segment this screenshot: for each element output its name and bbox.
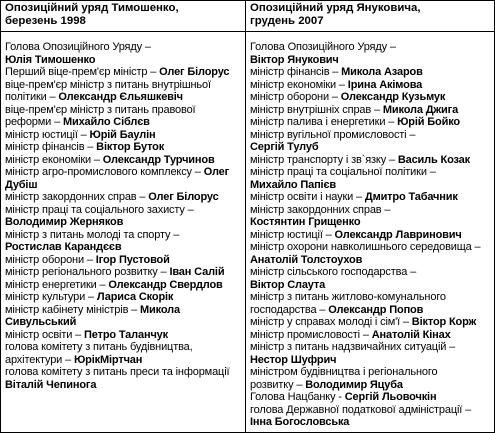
cabinet-line (250, 341, 494, 354)
post-title: міністр освіти – (5, 328, 85, 341)
cabinet-line (250, 391, 494, 404)
post-title: міністр агро-промислового комплексу – (5, 166, 204, 178)
minister-name: Ігор Пустовой (95, 253, 170, 266)
minister-name: Анатолій Кінах (371, 328, 451, 341)
post-title: міністр економіки – (250, 78, 348, 91)
post-title: міністр сільського господарства – (250, 266, 417, 278)
minister-name: Віктор Буток (96, 141, 165, 153)
minister-name: Віктор Янукович (250, 53, 339, 66)
cabinet-line (250, 241, 494, 254)
cabinet-line (250, 91, 494, 104)
tymoshenko-cabinet-cell (1, 32, 246, 432)
cabinet-line (5, 379, 245, 392)
cabinet-line (5, 154, 245, 167)
cabinet-line (5, 179, 245, 192)
cabinet-line (250, 116, 494, 129)
minister-name: Юрій Баулін (89, 128, 156, 141)
cabinet-line (250, 291, 494, 304)
post-title: міністр закордонних справ – (5, 191, 149, 203)
minister-name: Олег Білорус (148, 191, 219, 203)
cabinet-line (5, 66, 245, 79)
post-title: міністр регіонального розвитку – (5, 266, 170, 278)
minister-name: ЮрікМіртчан (73, 353, 143, 366)
post-title: міністр оборони – (250, 91, 341, 103)
minister-name: Олександр Кузьмук (340, 91, 446, 103)
minister-name: Володимир Яцуба (305, 378, 403, 391)
post-title: міністр з питань житлово-комунального (250, 291, 446, 303)
minister-name: Володимир Жерняков (5, 216, 124, 228)
cabinet-line (250, 366, 494, 379)
minister-name: Анатолій Толстоухов (250, 253, 363, 266)
post-title: міністр промисловості – (250, 328, 372, 341)
post-title: міністр юстиції – (250, 228, 335, 241)
post-title: міністр внутрішніх справ – (250, 103, 383, 116)
table-body-row (1, 32, 494, 432)
minister-name: Олег Білорус (159, 66, 230, 78)
tymoshenko-cabinet-list (5, 32, 245, 391)
minister-name: Дубіш (5, 178, 38, 191)
post-title: Голова Опозиційного Уряду – (5, 41, 151, 53)
post-title: міністр культури – (5, 291, 97, 303)
post-title: міністр вугільної промисловості – (250, 128, 416, 141)
cabinet-line (250, 379, 494, 392)
post-title: міністр праці та соціального захисту – (5, 203, 194, 216)
cabinet-line (250, 191, 494, 204)
post-title: віце-прем'єр міністр з питань внутрішньої (5, 78, 211, 91)
minister-name: Петро Таланчук (84, 328, 168, 341)
post-title: міністр у справах молоді і сім'ї – (250, 316, 412, 328)
cabinet-line (5, 129, 245, 142)
cabinet-line (250, 54, 494, 67)
yanukovych-cabinet-cell (246, 32, 494, 432)
header-tymoshenko: Опозиційний уряд Тимошенко, березень 1998 (1, 1, 246, 31)
table-header-row (1, 1, 494, 32)
post-title: міністр транспорту і зв`язку – (250, 153, 398, 166)
cabinet-line (5, 366, 245, 379)
cabinet-line (250, 266, 494, 279)
cabinet-line (5, 116, 245, 129)
yanukovych-cabinet-list (250, 32, 494, 429)
cabinet-line (5, 304, 245, 317)
cabinet-line (5, 316, 245, 329)
minister-name: Костянтин Грищенко (250, 216, 361, 228)
minister-name: Нестор Шуфрич (250, 353, 337, 366)
post-title: віце-прем'єр міністр з питань правової (5, 103, 196, 116)
cabinet-line (5, 241, 245, 254)
post-title: міністр праці та соціальної політики – (250, 166, 436, 178)
post-title: міністром будівництва і регіонального (250, 366, 438, 378)
cabinet-line (5, 166, 245, 179)
post-title: політики – (5, 91, 59, 103)
post-title: архітектури – (5, 353, 74, 366)
cabinet-line (5, 329, 245, 342)
cabinet-line (5, 91, 245, 104)
minister-name: Микола Азаров (341, 66, 423, 78)
cabinet-line (5, 279, 245, 292)
minister-name: Олександр Єльяшкевіч (58, 91, 183, 103)
post-title: міністр фінансів – (5, 141, 97, 153)
post-title: господарства – (250, 303, 329, 316)
minister-name: Сивульський (5, 316, 77, 328)
cabinet-line (5, 104, 245, 117)
cabinet-line (250, 66, 494, 79)
post-title: міністр освіти і науки – (250, 191, 365, 203)
cabinet-line (250, 41, 494, 54)
cabinet-line (250, 179, 494, 192)
cabinet-line (250, 129, 494, 142)
minister-name: Віктор Слаута (250, 278, 326, 291)
cabinet-line (250, 254, 494, 267)
minister-name: Юлія Тимошенко (5, 53, 96, 66)
cabinet-line (5, 254, 245, 267)
minister-name: Юрій Бойко (397, 116, 460, 128)
minister-name: Олег (203, 166, 230, 178)
minister-name: Олександр Свердлов (108, 278, 223, 291)
minister-name: Віктор Корж (411, 316, 477, 328)
cabinet-line (250, 316, 494, 329)
cabinet-line (5, 291, 245, 304)
cabinet-line (250, 154, 494, 167)
post-title: міністр охорони навколишнього середовища – (250, 241, 481, 253)
cabinet-line (250, 329, 494, 342)
minister-name: Ростислав Карандєєв (5, 241, 122, 253)
cabinet-line (5, 216, 245, 229)
cabinet-line (250, 104, 494, 117)
cabinet-line (250, 229, 494, 242)
minister-name: Віталій Чепинога (5, 378, 97, 391)
post-title: голова Державної податкової адміністрації – (250, 403, 472, 416)
post-title: міністр юстиції – (5, 128, 90, 141)
minister-name: Олександр Лавринович (334, 228, 462, 241)
cabinet-line (5, 191, 245, 204)
cabinet-line (250, 354, 494, 367)
minister-name: Інна Богословська (250, 416, 350, 428)
cabinet-line (5, 41, 245, 54)
minister-name: Михайло Сіблєв (62, 116, 150, 128)
cabinet-line (5, 266, 245, 279)
header-yanukovych: Опозиційний уряд Януковича, грудень 2007 (250, 2, 421, 27)
post-title: міністр з питань надзвичайних ситуацій – (250, 341, 456, 353)
cabinet-line (5, 341, 245, 354)
cabinet-line (5, 79, 245, 92)
post-title: міністр кабінету міністрів – (5, 303, 141, 316)
minister-name: Іван Салій (169, 266, 225, 278)
post-title: реформи – (5, 116, 63, 128)
minister-name: Олександр Турчинов (102, 153, 215, 166)
post-title: Голова Нацбанку - (250, 391, 345, 403)
post-title: Перший віце-прем'єр міністр – (5, 66, 160, 78)
minister-name: Василь Козак (397, 153, 471, 166)
cabinet-line (250, 166, 494, 179)
post-title: міністр енергетики – (5, 278, 109, 291)
cabinet-line (250, 216, 494, 229)
minister-name: Дмитро Табачник (364, 191, 458, 203)
minister-name: Микола (140, 303, 180, 316)
post-title: міністр палива і енергетики – (250, 116, 398, 128)
post-title: міністр оборони – (5, 253, 96, 266)
cabinet-line (5, 141, 245, 154)
post-title: міністр фінансів – (250, 66, 342, 78)
cabinet-line (250, 304, 494, 317)
post-title: голова комітету з питань будівництва, (5, 341, 193, 353)
cabinet-line (5, 354, 245, 367)
cabinet-line (5, 229, 245, 242)
cabinet-line (5, 54, 245, 67)
post-title: міністр економіки – (5, 153, 103, 166)
cabinet-line (250, 79, 494, 92)
post-title: міністр закордонних справ – (250, 203, 391, 216)
cabinet-line (250, 204, 494, 217)
minister-name: Сергій Льовочкін (344, 391, 437, 403)
cabinet-line (5, 204, 245, 217)
minister-name: Микола Джига (382, 103, 459, 116)
cabinet-line (250, 279, 494, 292)
post-title: голова комітету з питань преси та інформації (5, 366, 230, 378)
minister-name: Лариса Скорік (96, 291, 174, 303)
post-title: Голова Опозиційного Уряду – (250, 41, 396, 53)
minister-name: Михайло Папієв (250, 178, 337, 191)
cabinet-line (250, 404, 494, 417)
cabinet-line (250, 141, 494, 154)
minister-name: Сергій Тулуб (250, 141, 319, 153)
post-title: розвитку – (250, 378, 306, 391)
cabinet-line (250, 416, 494, 429)
post-title: міністр з питань молоді та спорту – (5, 228, 180, 241)
minister-name: Ірина Акімова (347, 78, 423, 91)
minister-name: Олександр Попов (328, 303, 424, 316)
